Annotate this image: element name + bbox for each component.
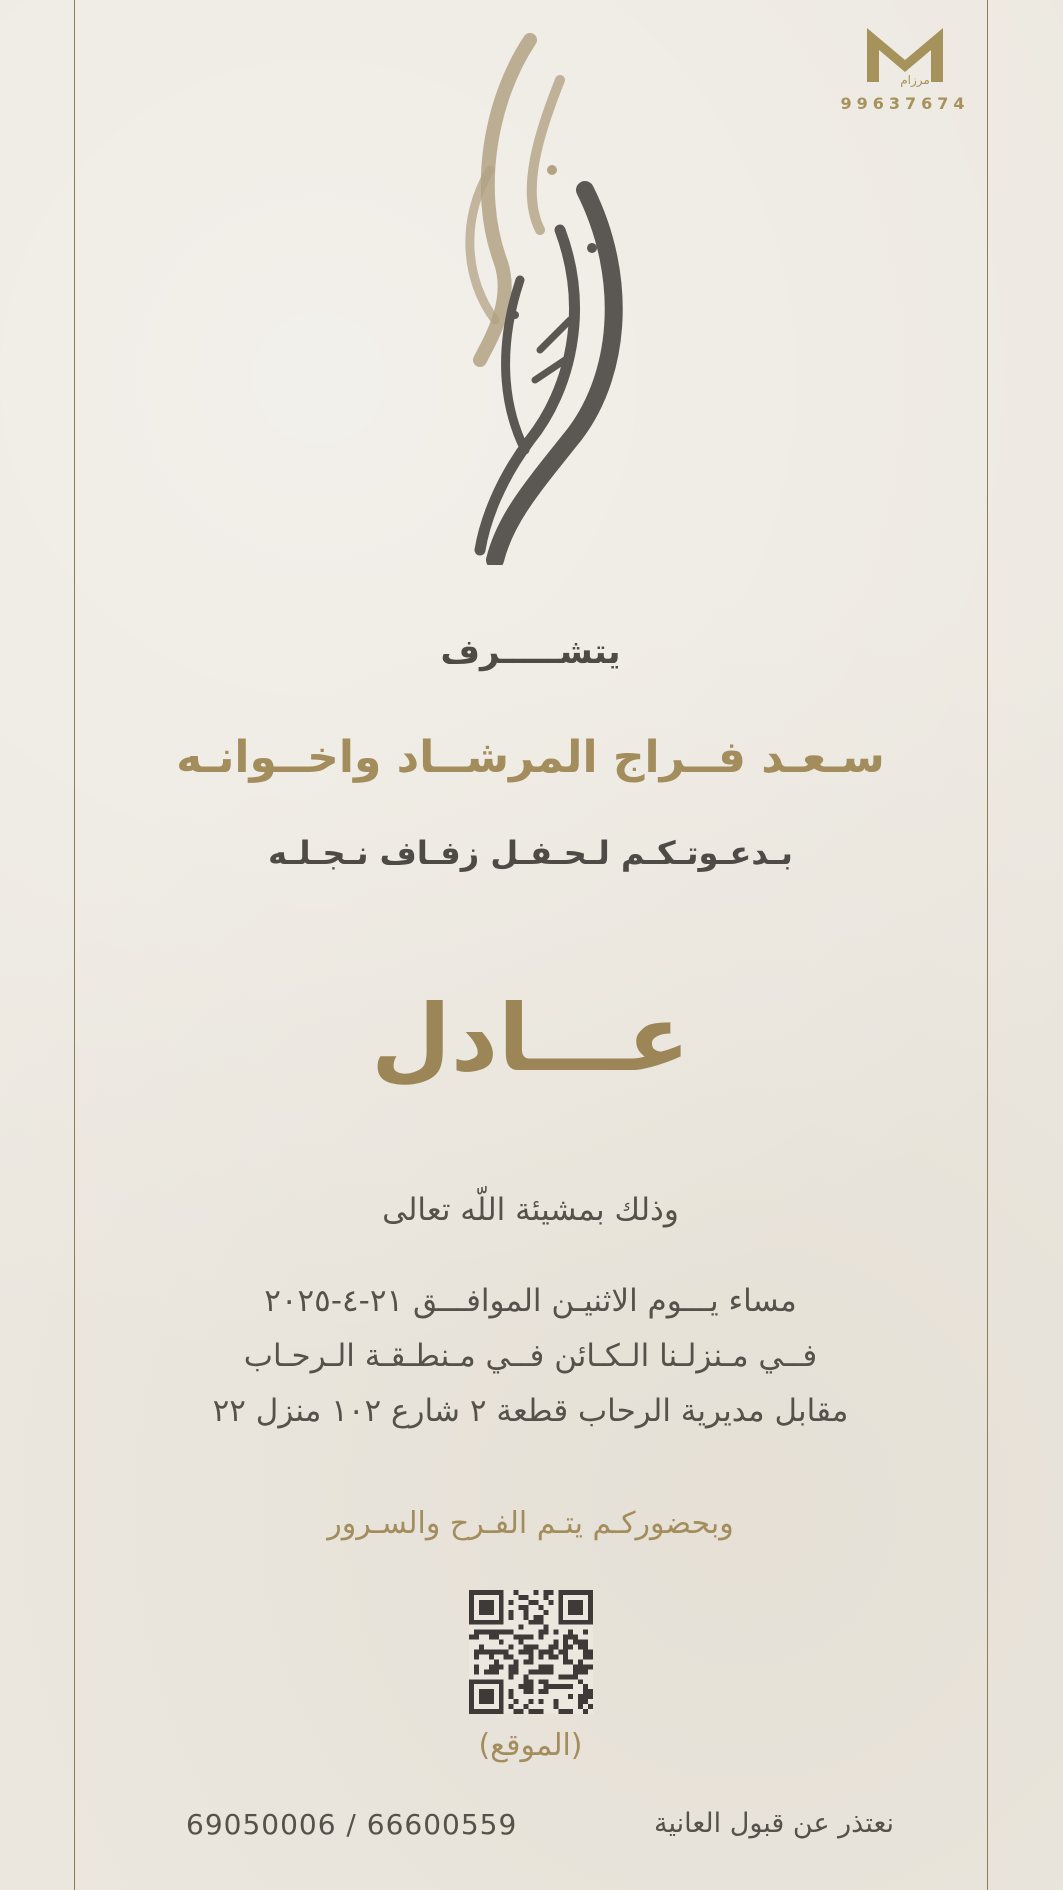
god-will-text: وذلك بمشيئة اللّه تعالى <box>382 1192 679 1228</box>
frame-left-line <box>74 0 75 1890</box>
footer-note: نعتذر عن قبول العانية <box>654 1808 895 1839</box>
frame-right-line <box>987 0 988 1890</box>
location-label[interactable]: (الموقع) <box>478 1728 583 1763</box>
home-line: فــي مـنزلـنا الـكـائن فــي مـنطـقـة الـرحـاب <box>243 1338 818 1374</box>
honor-text: يتشـــــرف <box>440 632 621 672</box>
brand-m-icon <box>865 24 945 90</box>
footer <box>74 1808 987 1848</box>
brand-logo-text: مرزام <box>900 73 930 87</box>
footer-phones: 69050006 / 66600559 <box>186 1808 518 1841</box>
location-qr-code[interactable] <box>469 1590 593 1714</box>
groom-name: عـــادل <box>371 985 690 1092</box>
date-line: مساء يـــوم الاثنيـن الموافـــق ٢١-٤-٢٠٢٥ <box>264 1283 797 1319</box>
joy-line: وبحضوركـم يتـم الفـرح والسـرور <box>327 1506 734 1541</box>
address-line: مقابل مديرية الرحاب قطعة ٢ شارع ١٠٢ منزل ٢٢ <box>212 1393 849 1429</box>
host-name: سـعـد فــراج المرشــاد واخــوانـه <box>176 732 885 783</box>
invite-text: بـدعـوتـكـم لـحـفـل زفـاف نـجـلـه <box>268 834 793 872</box>
calligraphy-emblem <box>420 20 650 565</box>
brand-logo <box>830 24 980 113</box>
brand-phone: 99637674 <box>840 94 970 113</box>
